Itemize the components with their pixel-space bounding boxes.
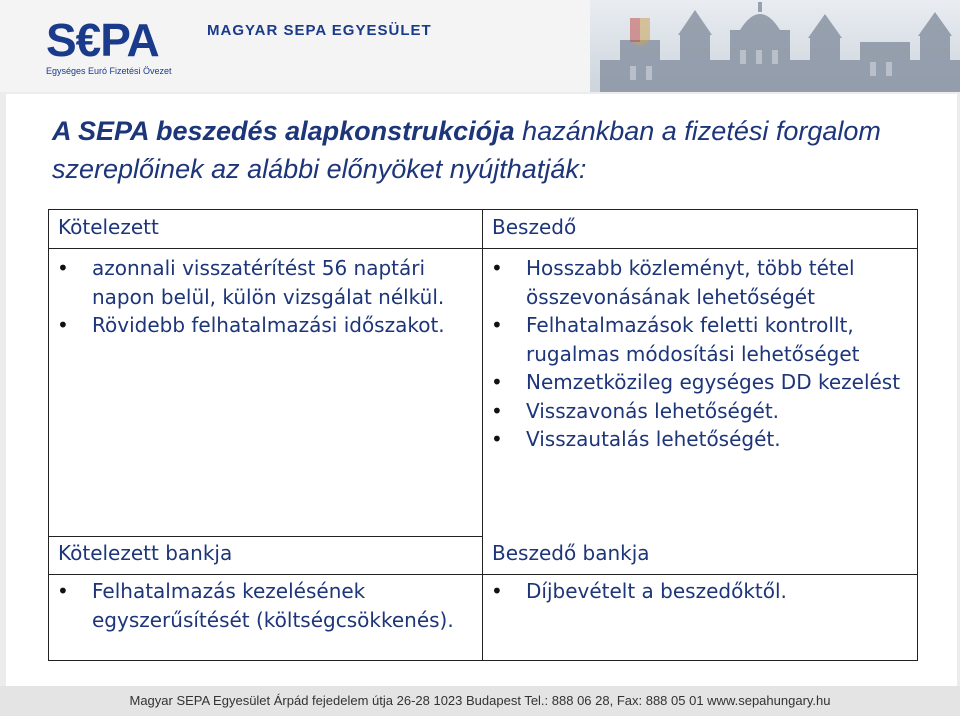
organization-name: MAGYAR SEPA EGYESÜLET <box>207 22 432 39</box>
header-payee-bank: Beszedő bankja <box>492 541 650 565</box>
payee-bank-benefits-list <box>483 577 903 606</box>
list-item: • Rövidebb felhatalmazási időszakot. <box>49 311 469 340</box>
payer-benefits-list <box>49 254 469 340</box>
sepa-logo <box>46 14 196 82</box>
title-emphasis: A SEPA beszedés alapkonstrukciója <box>52 116 515 146</box>
header-banner <box>0 0 960 92</box>
footer-bar <box>0 686 960 716</box>
payee-benefits-list <box>483 254 903 454</box>
row-divider-left-mid <box>49 536 483 537</box>
list-item: • Díjbevételt a beszedőktől. <box>483 577 903 606</box>
header-payer: Kötelezett <box>58 215 159 239</box>
header-payee: Beszedő <box>492 215 577 239</box>
header-payer-bank: Kötelezett bankja <box>58 541 233 565</box>
footer-contact-info: Magyar SEPA Egyesület Árpád fejedelem útja 26-28 1023 Budapest Tel.: 888 06 28, Fax: 888 05 01 www.sepahungary.hu <box>129 693 831 708</box>
benefits-table <box>48 209 918 661</box>
hungarian-coat-of-arms <box>630 18 650 45</box>
list-item: • Nemzetközileg egységes DD kezelést <box>483 368 903 397</box>
logo-wordmark: S€PA <box>46 14 159 66</box>
row-divider-mid <box>49 574 917 575</box>
list-item: • Visszautalás lehetőségét. <box>483 425 903 454</box>
list-item: • Visszavonás lehetőségét. <box>483 397 903 426</box>
list-item: • Felhatalmazások feletti kontrollt, rugalmas módosítási lehetőséget <box>483 311 903 368</box>
row-divider-top <box>49 248 917 249</box>
list-item: • Felhatalmazás kezelésének egyszerűsítését (költségcsökkenés). <box>49 577 469 634</box>
payer-bank-benefits-list <box>49 577 469 634</box>
list-item: • Hosszabb közleményt, több tétel összevonásának lehetőségét <box>483 254 903 311</box>
logo-subtitle: Egységes Euró Fizetési Övezet <box>46 66 172 76</box>
title-rest: hazánkban a fizetési forgalom szereplőinek az alábbi előnyöket nyújthatják: <box>52 116 881 184</box>
list-item: • azonnali visszatérítést 56 naptári napon belül, külön vizsgálat nélkül. <box>49 254 469 311</box>
slide-title <box>52 112 932 188</box>
parliament-image <box>590 0 960 92</box>
